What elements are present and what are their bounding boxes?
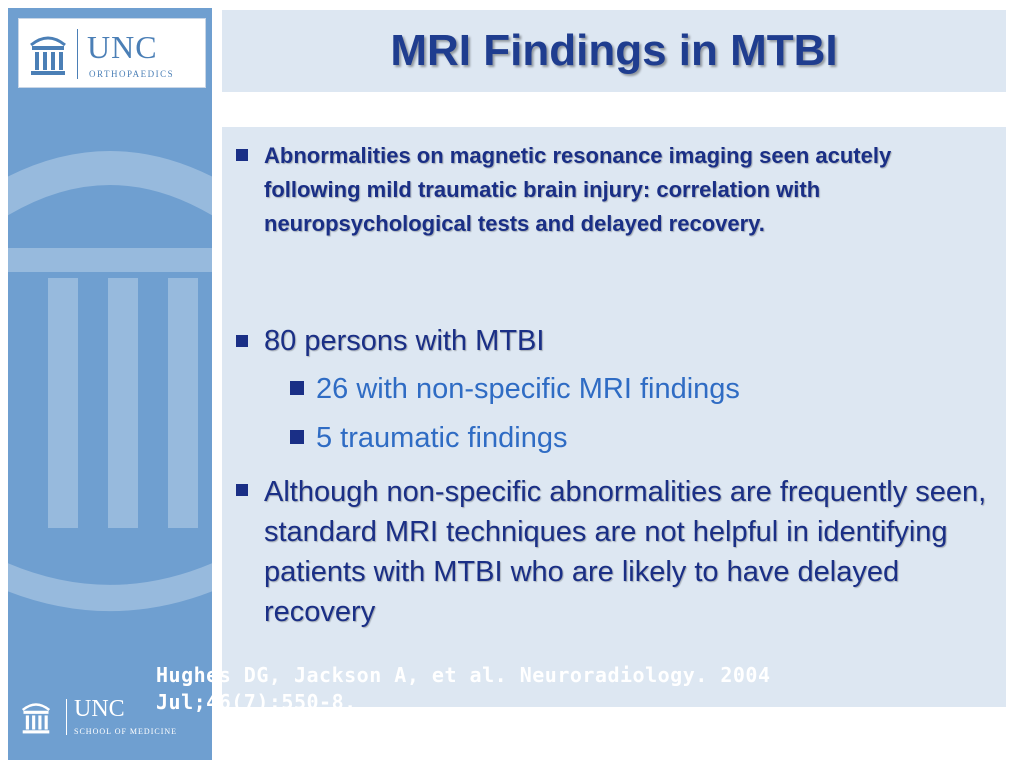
old-well-watermark-icon	[8, 118, 212, 638]
footer-logo-divider	[66, 699, 67, 735]
citation: Hughes DG, Jackson A, et al. Neuroradiology. 2004 Jul;46(7):550-8.	[156, 663, 771, 714]
sidebar	[8, 8, 212, 760]
bullet-text: Although non-specific abnormalities are frequently seen, standard MRI techniques are not helpful in identifying patients with MTBI who are likely to have delayed recovery	[264, 476, 987, 628]
logo-dept-text: ORTHOPAEDICS	[89, 69, 175, 79]
footer-logo-unc-text: UNC	[74, 696, 125, 722]
content-panel	[222, 127, 1006, 707]
sub-bullet-text: 5 traumatic findings	[316, 422, 568, 454]
sub-bullet-square-icon	[290, 381, 304, 395]
title-panel	[222, 10, 1006, 92]
bullet-square-icon	[236, 149, 248, 161]
bullet-text: Abnormalities on magnetic resonance imaging seen acutely following mild traumatic brain injury: correlation with neuropsychological tests and delayed recovery.	[264, 143, 892, 236]
logo-unc-text: UNC	[87, 29, 158, 65]
sub-bullet-square-icon	[290, 430, 304, 444]
sub-bullet-text: 26 with non-specific MRI findings	[316, 373, 740, 405]
bullet-square-icon	[236, 484, 248, 496]
unc-orthopaedics-logo	[18, 18, 206, 88]
logo-divider	[77, 29, 78, 79]
old-well-small-icon	[20, 699, 52, 735]
old-well-icon	[29, 31, 67, 77]
slide-title: MRI Findings in MTBI	[390, 26, 838, 75]
bullet-text: 80 persons with MTBI	[264, 325, 545, 357]
footer-logo-dept-text: SCHOOL OF MEDICINE	[74, 727, 178, 736]
bullet-square-icon	[236, 335, 248, 347]
